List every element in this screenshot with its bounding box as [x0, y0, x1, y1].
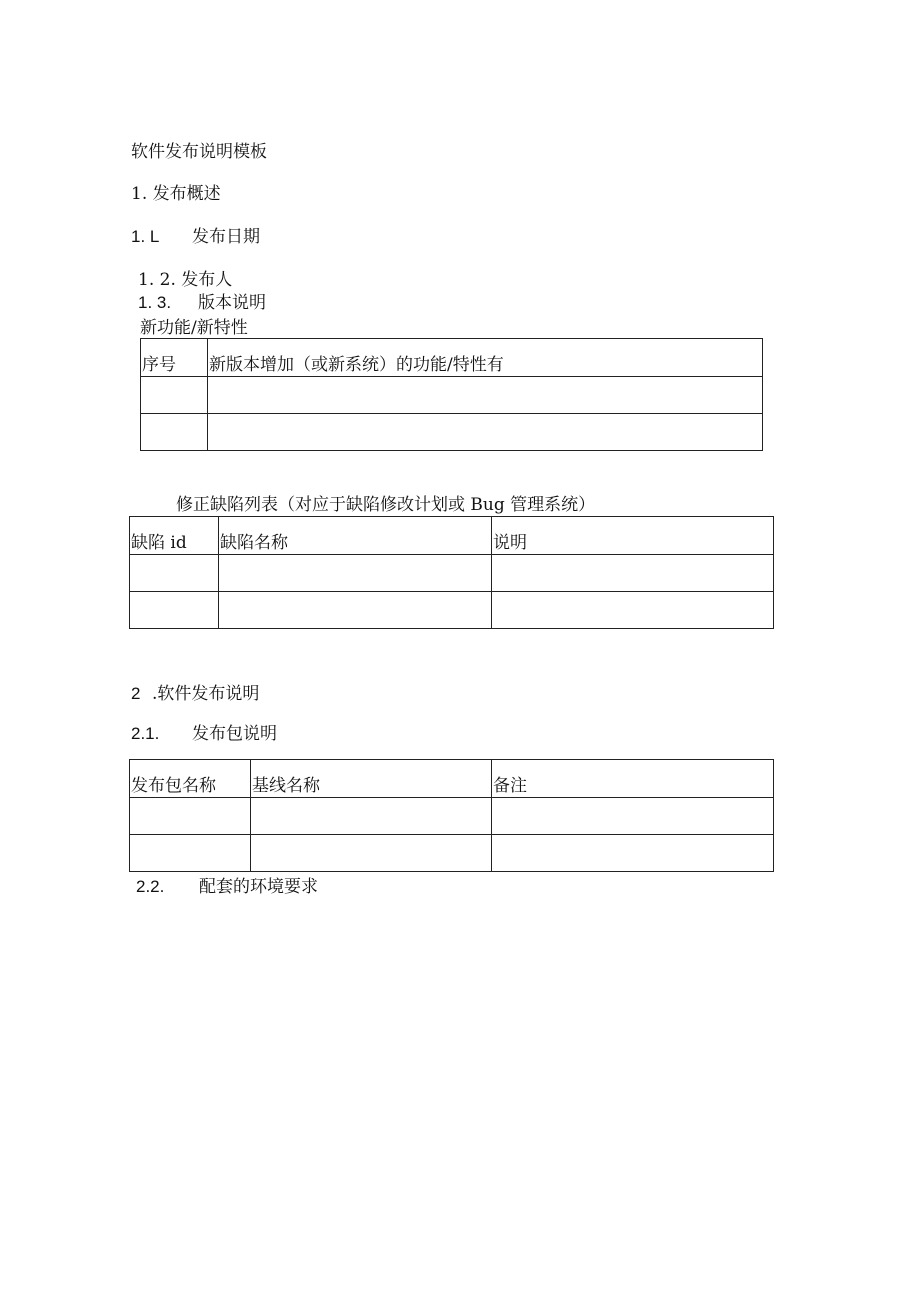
table-cell — [219, 592, 492, 629]
section-1-2-heading: 1. 2. 发布人 — [138, 270, 233, 290]
table-cell — [492, 798, 774, 835]
table-cell — [130, 555, 219, 592]
section-1-1-number: 1. L — [131, 227, 160, 246]
section-1-3-number: 1. 3. — [138, 293, 172, 312]
table-header-row — [130, 517, 774, 555]
table-header-cell: 缺陷名称 — [219, 517, 492, 555]
section-2-number: 2 — [131, 684, 141, 703]
table-cell — [130, 835, 251, 872]
section-2-1-label: 发布包说明 — [192, 724, 277, 744]
defects-table — [129, 516, 774, 629]
table-header-cell: 备注 — [492, 760, 774, 798]
section-1-3-label: 版本说明 — [198, 293, 266, 313]
table-cell — [141, 414, 208, 451]
table-cell — [492, 555, 774, 592]
table-row — [130, 798, 774, 835]
table-header-row — [130, 760, 774, 798]
table-row — [141, 377, 763, 414]
table-cell — [251, 835, 492, 872]
section-2-heading: .软件发布说明 — [152, 684, 260, 704]
table-header-cell: 基线名称 — [251, 760, 492, 798]
section-2-2-number: 2.2. — [136, 877, 165, 896]
table-header-row — [141, 339, 763, 377]
table-cell — [219, 555, 492, 592]
table-cell — [208, 414, 763, 451]
features-table — [140, 338, 763, 451]
table-cell — [208, 377, 763, 414]
package-table — [129, 759, 774, 872]
table-header-cell: 说明 — [492, 517, 774, 555]
table-cell — [130, 592, 219, 629]
section-2-1-number: 2.1. — [131, 724, 160, 743]
document-title: 软件发布说明模板 — [131, 142, 267, 162]
section-1-1-label: 发布日期 — [192, 227, 260, 247]
section-2-2-label: 配套的环境要求 — [199, 877, 318, 897]
table-cell — [492, 592, 774, 629]
table-cell — [141, 377, 208, 414]
table-header-cell: 缺陷 id — [130, 517, 219, 555]
section-1-heading: 1. 发布概述 — [131, 184, 221, 204]
table-header-cell: 发布包名称 — [130, 760, 251, 798]
table-row — [141, 414, 763, 451]
table-row — [130, 555, 774, 592]
features-caption: 新功能/新特性 — [140, 318, 248, 338]
table-row — [130, 835, 774, 872]
table-header-cell: 序号 — [141, 339, 208, 377]
table-cell — [130, 798, 251, 835]
table-cell — [251, 798, 492, 835]
defects-caption: 修正缺陷列表（对应于缺陷修改计划或 Bug 管理系统） — [176, 495, 596, 515]
table-row — [130, 592, 774, 629]
table-cell — [492, 835, 774, 872]
table-header-cell: 新版本增加（或新系统）的功能/特性有 — [208, 339, 763, 377]
